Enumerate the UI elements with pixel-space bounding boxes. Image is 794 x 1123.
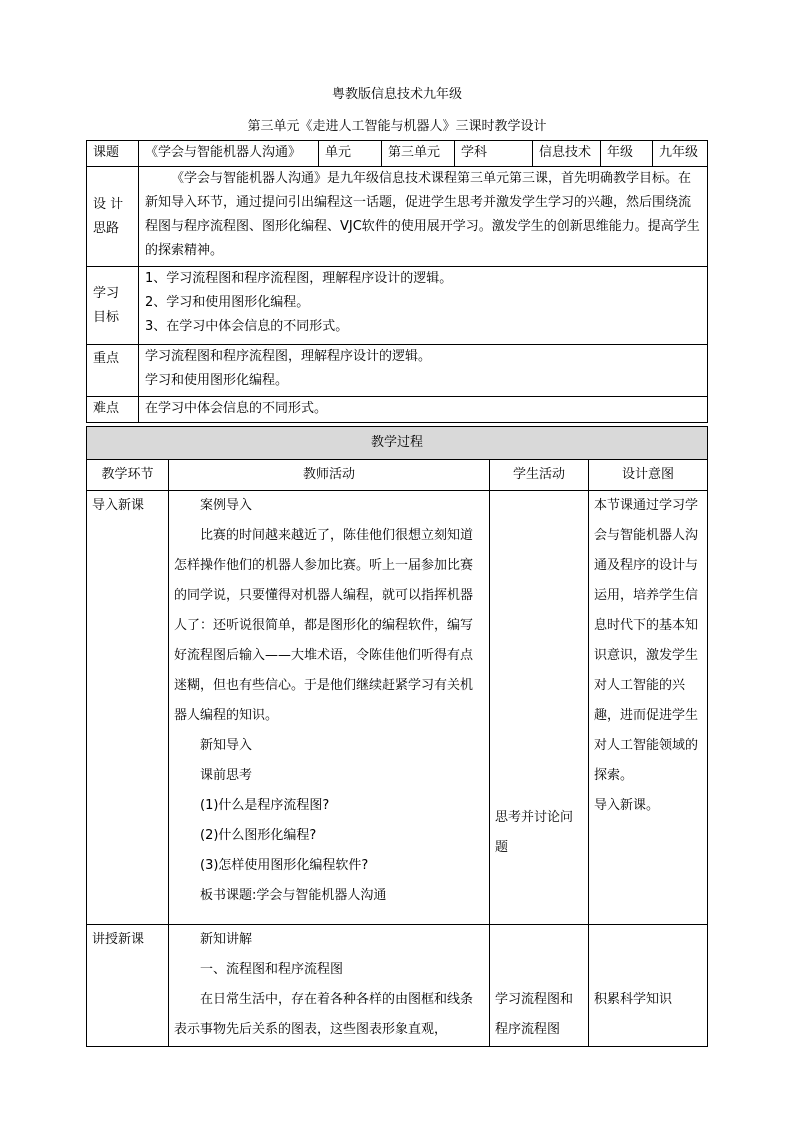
lecture-intent: 积累科学知识 <box>589 925 708 1047</box>
goals-label-line1: 学习 <box>93 285 120 301</box>
intro-intent-text: 本节课通过学习学会与智能机器人沟通及程序的设计与运用，培养学生信息时代下的基本知识意识，激发学生对人工智能的兴趣，进而促进学生对人工智能领域的探索。 <box>594 498 699 783</box>
keypoints-list <box>139 345 708 397</box>
case-title: 案例导入 <box>200 498 253 513</box>
case-text: 比赛的时间越来越近了，陈佳他们很想立刻知道怎样操作他们的机器人参加比赛。听上一届参加比赛的同学说，只要懂得对机器人编程，就可以指挥机器人了：还听说很简单，都是图形化的编程软件，编写好流程图后输入——大堆术语，令陈佳他们听得有点迷糊，但也有些信心。于是他们继续赶紧学习有关机器人编程的知识。 <box>174 528 474 723</box>
lecture-stage: 讲授新课 <box>87 925 169 1047</box>
intro-stage: 导入新课 <box>87 491 169 925</box>
grade-label: 年级 <box>601 141 653 167</box>
intro-intent-text2: 导入新课。 <box>594 798 660 813</box>
goal-item: 2、学习和使用图形化编程。 <box>145 295 310 310</box>
goals-label-line2: 目标 <box>93 309 120 325</box>
process-title-row <box>87 427 708 460</box>
header-student: 学生活动 <box>490 460 589 491</box>
goals-list <box>139 267 708 345</box>
board-title: 板书课题:学会与智能机器人沟通 <box>200 888 387 903</box>
header-teacher: 教师活动 <box>169 460 490 491</box>
doc-header-line2: 第三单元《走进人工智能与机器人》三课时教学设计 <box>247 119 547 134</box>
info-row-goals <box>87 267 708 345</box>
info-row-difficulty <box>87 397 708 423</box>
intro-teacher <box>169 491 490 925</box>
design-label <box>87 167 139 267</box>
course-value: 《学会与智能机器人沟通》 <box>139 141 319 167</box>
header-stage: 教学环节 <box>87 460 169 491</box>
goal-item: 3、在学习中体会信息的不同形式。 <box>145 319 349 334</box>
process-title: 教学过程 <box>87 427 708 460</box>
unit-label: 单元 <box>319 141 382 167</box>
goal-item: 1、学习流程图和程序流程图，理解程序设计的逻辑。 <box>145 271 453 286</box>
subject-label: 学科 <box>455 141 533 167</box>
lesson-info-table <box>86 140 708 423</box>
question-3: (3)怎样使用图形化编程软件? <box>200 858 369 873</box>
new-title: 新知导入 <box>200 738 253 753</box>
course-label: 课题 <box>87 141 139 167</box>
goals-label <box>87 267 139 345</box>
intro-intent <box>589 491 708 925</box>
difficulty-text: 在学习中体会信息的不同形式。 <box>139 397 708 423</box>
lecture-title: 新知讲解 <box>200 932 253 947</box>
info-row-course <box>87 141 708 167</box>
design-label-line1: 设 计 <box>93 196 124 212</box>
subject-value: 信息技术 <box>533 141 601 167</box>
teaching-process-table <box>86 426 708 1047</box>
grade-value: 九年级 <box>653 141 708 167</box>
pre-think: 课前思考 <box>200 768 253 783</box>
lecture-student: 学习流程图和程序流程图 <box>490 925 589 1047</box>
lecture-teacher <box>169 925 490 1047</box>
keypoint-item: 学习和使用图形化编程。 <box>145 373 289 388</box>
intro-student: 思考并讨论问题 <box>490 491 589 925</box>
question-1: (1)什么是程序流程图? <box>200 798 330 813</box>
lecture-section: 一、流程图和程序流程图 <box>200 962 344 977</box>
info-row-keypoints <box>87 345 708 397</box>
lecture-row <box>87 925 708 1047</box>
info-row-design <box>87 167 708 267</box>
process-header-row <box>87 460 708 491</box>
unit-value: 第三单元 <box>382 141 455 167</box>
question-2: (2)什么图形化编程? <box>200 828 317 843</box>
intro-row <box>87 491 708 925</box>
difficulty-label: 难点 <box>87 397 139 423</box>
doc-header-line1: 粤教版信息技术九年级 <box>331 87 462 102</box>
lecture-text: 在日常生活中，存在着各种各样的由图框和线条表示事物先后关系的图表，这些图表形象直观， <box>174 992 474 1037</box>
header-intent: 设计意图 <box>589 460 708 491</box>
design-label-line2: 思路 <box>93 220 120 236</box>
keypoints-label: 重点 <box>87 345 139 397</box>
design-text: 《学会与智能机器人沟通》是九年级信息技术课程第三单元第三课，首先明确教学目标。在新知导入环节，通过提问引出编程这一话题，促进学生思考并激发学生学习的兴趣，然后围绕流程图与程序流程图、图形化编程、VJC软件的使用展开学习。激发学生的创新思维能力。提高学生的探索精神。 <box>139 167 708 267</box>
keypoint-item: 学习流程图和程序流程图，理解程序设计的逻辑。 <box>145 349 432 364</box>
